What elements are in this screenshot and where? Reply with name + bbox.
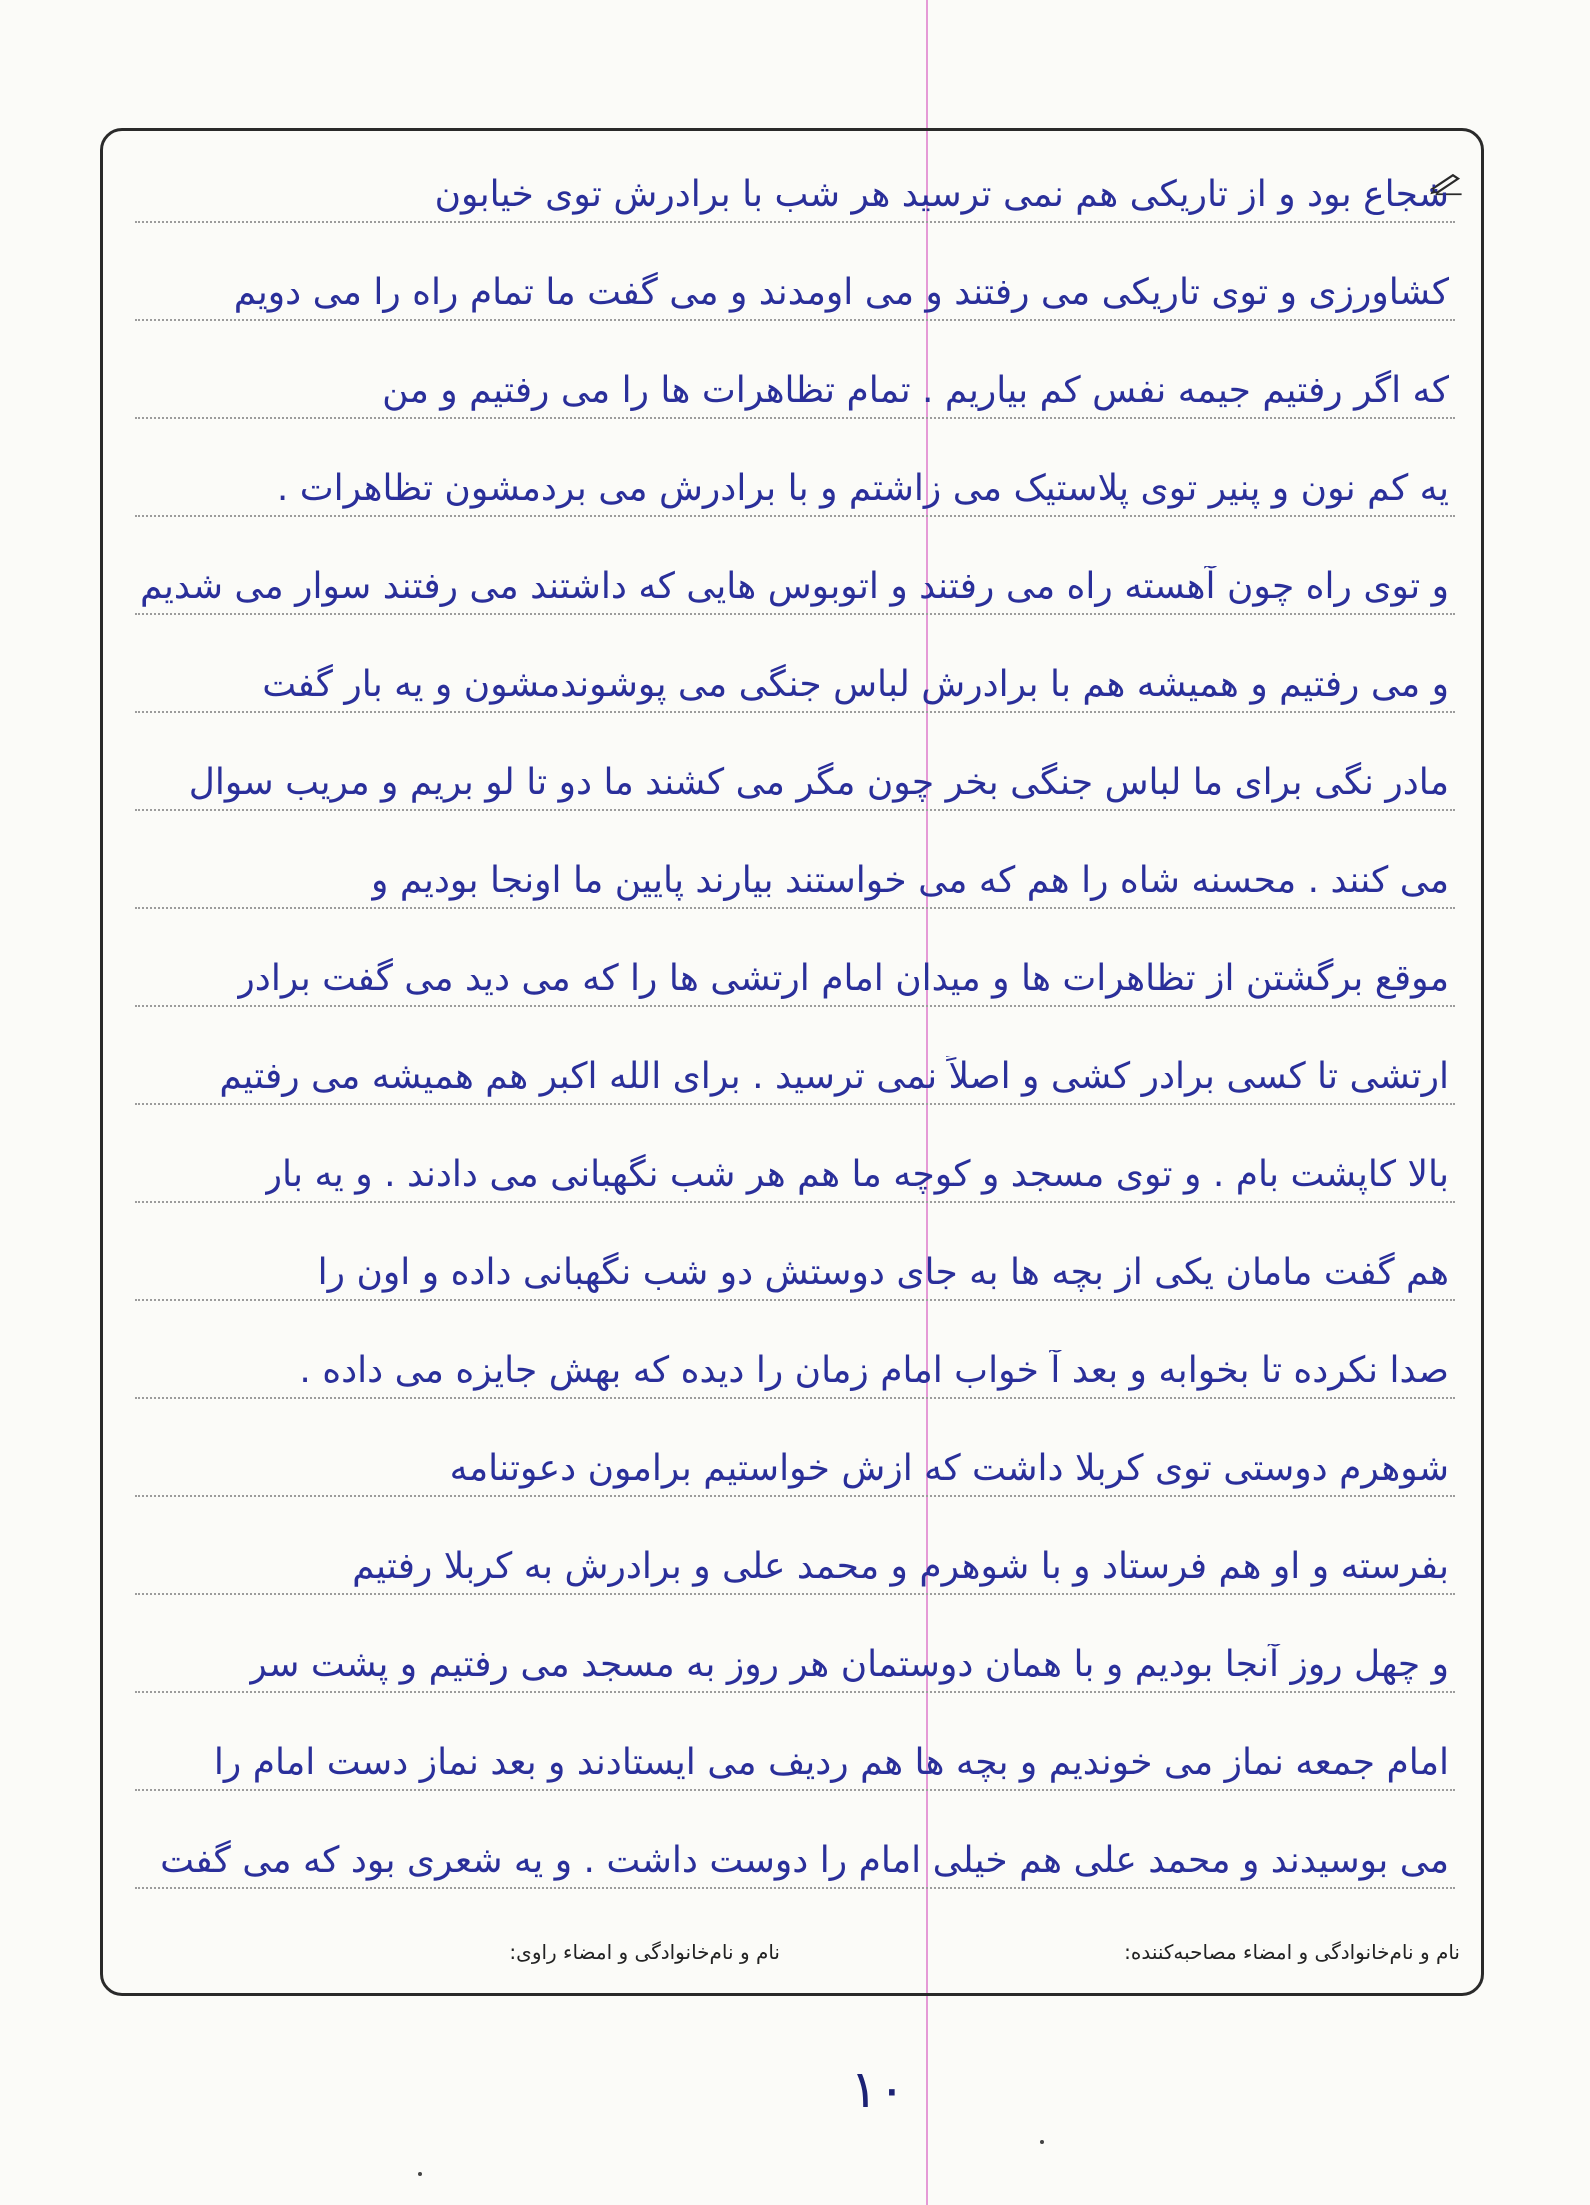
handwritten-line: [135, 341, 1455, 419]
handwritten-line: [135, 1615, 1455, 1693]
handwritten-line: [135, 1419, 1455, 1497]
interviewer-signature-label: نام و نام‌خانوادگی و امضاء مصاحبه‌کننده:: [1124, 1940, 1460, 1964]
handwritten-line-text: شوهرم دوستی توی کربلا داشت که ازش خواستیم برامون دعوتنامه: [449, 1448, 1449, 1489]
handwritten-line: [135, 1811, 1455, 1889]
handwritten-line-text: و چهل روز آنجا بودیم و با همان دوستمان هر روز به مسجد می رفتیم و پشت سر: [249, 1644, 1449, 1685]
scan-speck: [1040, 2140, 1044, 2144]
handwritten-line-text: شجاع بود و از تاریکی هم نمی ترسید هر شب با برادرش توی خیابون: [434, 174, 1449, 215]
handwritten-line-text: کشاورزی و توی تاریکی می رفتند و می اومدند و می گفت ما تمام راه را می دویم: [233, 272, 1449, 313]
handwritten-line-text: بفرسته و او هم فرستاد و با شوهرم و محمد علی و برادرش به کربلا رفتیم: [352, 1546, 1449, 1587]
handwritten-line-text: ارتشی تا کسی برادر کشی و اصلاً نمی ترسید . برای الله اکبر هم همیشه می رفتیم: [219, 1056, 1449, 1097]
handwritten-line: [135, 1713, 1455, 1791]
handwritten-line: [135, 243, 1455, 321]
handwritten-line: [135, 1125, 1455, 1203]
handwritten-line-text: یه کم نون و پنیر توی پلاستیک می زاشتم و با برادرش می بردمشون تظاهرات .: [276, 468, 1449, 509]
page-number: ۱۰: [850, 2060, 906, 2120]
signature-footer: [150, 1940, 1460, 1976]
handwritten-line-text: امام جمعه نماز می خوندیم و بچه ها هم ردیف می ایستادند و بعد نماز دست امام را: [213, 1742, 1449, 1783]
handwritten-line: [135, 733, 1455, 811]
handwritten-line: [135, 1223, 1455, 1301]
handwritten-line: [135, 831, 1455, 909]
handwritten-line-text: موقع برگشتن از تظاهرات ها و میدان امام ارتشی ها را که می دید می گفت برادر: [237, 958, 1449, 999]
handwritten-line-text: مادر نگی برای ما لباس جنگی بخر چون مگر می کشند ما دو تا لو بریم و مریب سوال: [188, 762, 1449, 803]
narrator-signature-label: نام و نام‌خانوادگی و امضاء راوی:: [509, 1940, 780, 1964]
handwritten-line-text: بالا کاپشت بام . و توی مسجد و کوچه ما هم هر شب نگهبانی می دادند . و یه بار: [264, 1154, 1449, 1195]
handwritten-line: [135, 145, 1455, 223]
handwritten-line: [135, 1517, 1455, 1595]
handwritten-line: [135, 1321, 1455, 1399]
handwritten-line: [135, 537, 1455, 615]
handwritten-line-text: که اگر رفتیم جیمه نفس کم بیاریم . تمام تظاهرات ها را می رفتیم و من: [382, 370, 1449, 411]
handwritten-line: [135, 635, 1455, 713]
handwritten-line-text: و توی راه چون آهسته راه می رفتند و اتوبوس هایی که داشتند می رفتند سوار می شدیم: [139, 566, 1449, 607]
handwritten-line: [135, 439, 1455, 517]
handwritten-line: [135, 1027, 1455, 1105]
handwritten-line-text: می بوسیدند و محمد علی هم خیلی امام را دوست داشت . و یه شعری بود که می گفت: [160, 1840, 1449, 1881]
handwritten-line-text: می کنند . محسنه شاه را هم که می خواستند بیارند پایین ما اونجا بودیم و: [371, 860, 1449, 901]
handwritten-line-text: صدا نکرده تا بخوابه و بعد آ خواب امام زمان را دیده که بهش جایزه می داده .: [299, 1350, 1449, 1391]
handwritten-line-text: و می رفتیم و همیشه هم با برادرش لباس جنگی می پوشوندمشون و یه بار گفت: [262, 664, 1449, 705]
scan-speck: [418, 2172, 422, 2176]
handwritten-line: [135, 929, 1455, 1007]
handwritten-line-text: هم گفت مامان یکی از بچه ها به جای دوستش دو شب نگهبانی داده و اون را: [317, 1252, 1449, 1293]
handwritten-text-body: [135, 145, 1455, 1905]
